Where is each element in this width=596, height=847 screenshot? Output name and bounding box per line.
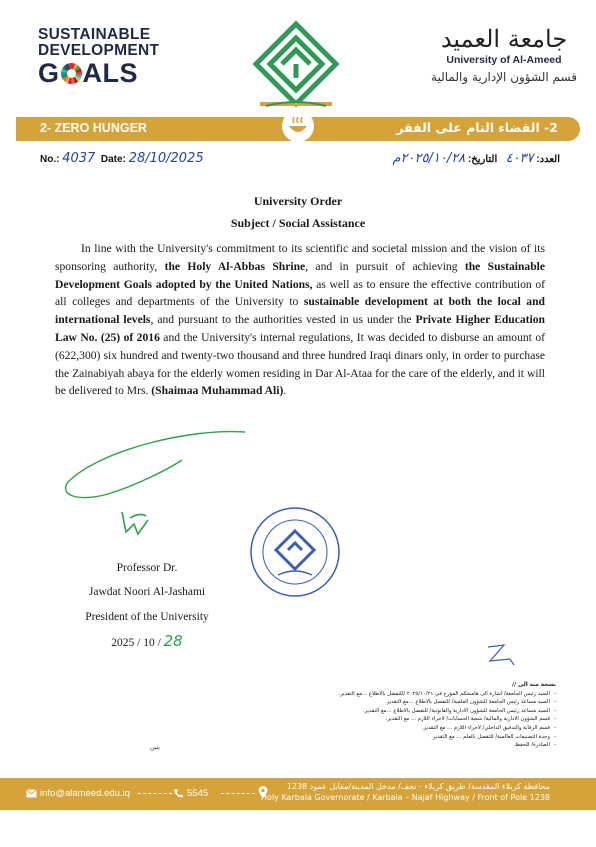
- date-label: Date:: [100, 154, 126, 165]
- body-text-2: , and in pursuit of achieving: [305, 259, 465, 273]
- copies-item: - الصادرة/ للحفظ.: [196, 741, 556, 750]
- body-text-5: and the University's internal regulations, It was decided to disburse an amount of (622,300) six hundred and twenty-two thousand and three hundred Iraqi dinars only, in order to purchase the Zainabiyah abaya for the elderly women residing in Dar Al-Ataa for the care of the elderly, and it will be delivered to Mrs.: [55, 330, 545, 398]
- sdg-letters-als: ALS: [82, 58, 139, 88]
- university-logo: [252, 20, 340, 112]
- ar-no-label: العدد:: [536, 154, 560, 165]
- footer-address-ar: محافظة كربلاء المقدسة/ طريق كربلاء - نجف/ مدخل المدينة/مقابل عمود 1238: [286, 782, 550, 791]
- body-bold-2: the Sustainable Development Goals adopted by the United Nations,: [55, 259, 546, 291]
- ar-date-value: ٢٠٢٥/١٠/٢٨م: [392, 151, 466, 166]
- body-bold-3: sustainable development at both the local and international levels: [55, 295, 545, 327]
- university-name-block: [424, 24, 584, 84]
- phone-icon: [173, 788, 184, 799]
- signatory-position: President of the University: [85, 611, 209, 623]
- typist-initials: بنين: [150, 744, 160, 751]
- date-value: 28/10/2025: [128, 151, 204, 166]
- sdg-line3: [38, 59, 188, 87]
- signatory-name: Jawdat Noori Al-Jashami: [88, 586, 206, 598]
- department-name-ar: قسم الشؤون الإدارية والمالية: [431, 70, 577, 84]
- document-number-en: [40, 151, 204, 166]
- signature-date-handwritten: 28: [163, 632, 183, 650]
- copies-item: - السيد مساعد رئيس الجامعة للشؤون الادارية والقانونية/ للتفضل بالاطلاع ...مع التقدير.: [196, 707, 556, 716]
- sdg-line2: DEVELOPMENT: [38, 42, 160, 59]
- sdg-logo: [38, 27, 188, 87]
- signatory-title: Professor Dr.: [116, 562, 178, 574]
- ar-no-value: ٤٠٣٧: [505, 151, 534, 166]
- copies-heading: نسخة منه الى //: [512, 682, 556, 688]
- copies-list: [196, 681, 556, 750]
- copies-item: - السيد مساعد رئيس الجامعة للشؤون العلمية/ للتفضل بالاطلاع ...مع التقدير.: [196, 698, 556, 707]
- email-icon: [26, 789, 37, 798]
- body-bold-1: the Holy Al-Abbas Shrine: [164, 259, 306, 273]
- document-number-ar: [392, 151, 560, 166]
- goal-label-ar: 2- القضاء التام على الفقر: [396, 120, 558, 135]
- body-bold-5: (Shaimaa Muhammad Ali): [151, 384, 284, 398]
- footer-email[interactable]: info@alameed.edu.iq: [40, 788, 130, 799]
- sdg-letter-g: G: [38, 58, 60, 88]
- copies-item: - وحدة التصنيفات العالمية/ للتفضل بالعلم ... مع التقدير.: [196, 733, 556, 742]
- bowl-icon: [282, 110, 314, 142]
- body-text-4: , and pursuant to the authorities vested in us under the: [150, 313, 416, 327]
- order-subject: Subject / Social Assistance: [230, 216, 366, 230]
- copies-item: - قسم الرقابة والتدقيق الداخلي/ لاجراء اللازم ... مع التقدير.: [196, 724, 556, 733]
- university-name-en: University of Al-Ameed: [446, 54, 562, 66]
- body-bold-4: Private Higher Education Law No. (25) of 2016: [55, 313, 546, 344]
- footer-address-en: Holy Karbala Governorate / Karbala – Najaf Highway / Front of Pole 1238: [261, 793, 550, 802]
- sdg-line1: SUSTAINABLE: [38, 26, 151, 43]
- body-text-6: .: [283, 384, 287, 398]
- body-text-3: as well as to ensure the effective contribution of all colleges and departments of the University to: [55, 277, 546, 309]
- handwritten-signature: [60, 420, 260, 550]
- footer-phone[interactable]: 5545: [187, 788, 209, 799]
- ar-date-label: التاريخ:: [467, 154, 498, 165]
- copies-item: - السيد رئيس الجامعة/ اشارة الى هامشكم المؤرخ في ٢٠٢٥/١٠/٢١ /للتفضل بالاطلاع ...مع التقدير.: [196, 690, 556, 699]
- university-name-ar: جامعة العميد: [440, 25, 568, 53]
- goal-label-en: 2- ZERO HUNGER: [40, 121, 147, 135]
- order-body: [55, 240, 545, 400]
- sdg-wheel-icon: [61, 63, 82, 84]
- no-value: 4037: [62, 151, 96, 166]
- signature-date-printed: 2025 / 10 /: [111, 637, 164, 649]
- footer-address: [250, 781, 550, 803]
- copies-item: - قسم الشؤون الادارية والمالية/ شعبة الحسابات/ لاجراء اللازم ... مع التقدير.: [196, 715, 556, 724]
- university-stamp: [248, 505, 342, 599]
- footer-divider: [138, 793, 172, 794]
- no-label: No.:: [40, 154, 60, 165]
- signature-date: [72, 632, 222, 650]
- body-text-1: In line with the University's commitment to its scientific and societal mission and the vision of its sponsoring authority,: [55, 242, 545, 273]
- order-title: University Order: [253, 194, 343, 208]
- initials-scribble: [484, 641, 518, 669]
